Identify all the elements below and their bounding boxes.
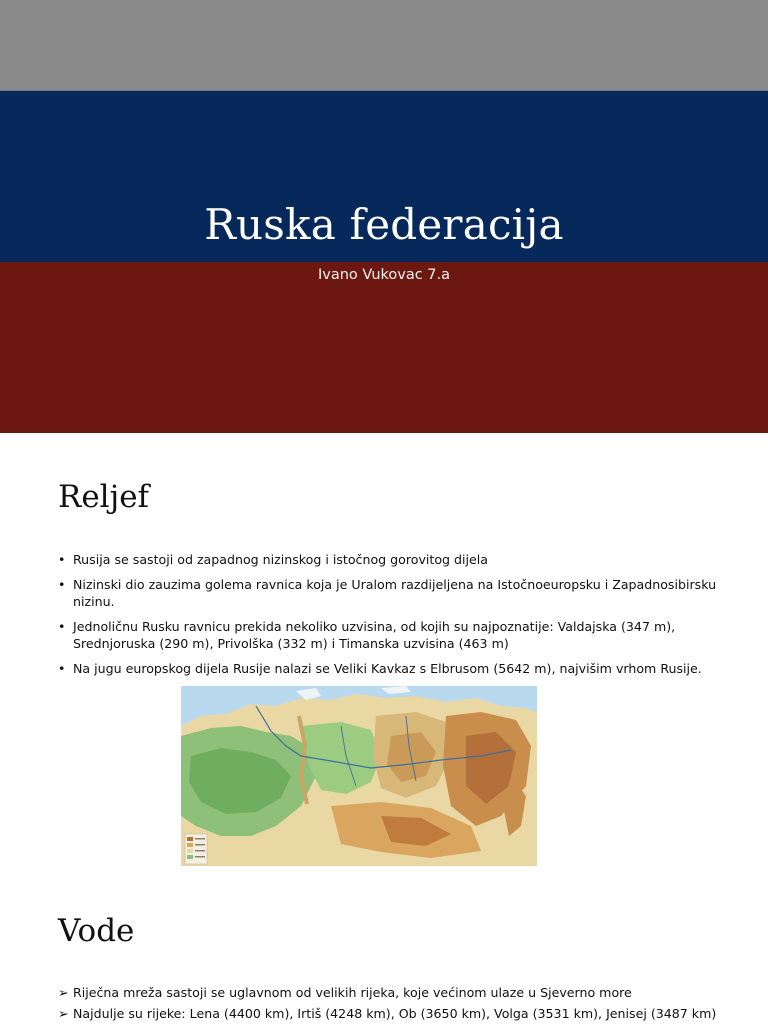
list-item: [58, 1005, 718, 1022]
flag-band-bottom: [0, 262, 768, 433]
list-item: [58, 618, 718, 652]
flag-band-top: [0, 0, 768, 91]
bullet-icon: •: [58, 577, 66, 592]
slide-subtitle: Ivano Vukovac 7.a: [317, 267, 451, 283]
bullet-text: Rusija se sastoji od zapadnog nizinskog i istočnog gorovitog dijela: [73, 552, 489, 567]
waters-heading: Vode: [58, 913, 135, 949]
bullet-icon: •: [58, 661, 66, 676]
list-item: [58, 551, 718, 568]
bullet-icon: •: [58, 552, 66, 567]
relief-heading: Reljef: [58, 479, 150, 515]
relief-bullet-list: [58, 551, 718, 685]
slide-title: Ruska federacija: [204, 200, 564, 249]
russia-relief-map-icon: [181, 686, 537, 866]
arrow-bullet-icon: ➢: [58, 985, 69, 1000]
list-item: [58, 984, 718, 1001]
bullet-text: Na jugu europskog dijela Rusije nalazi se Veliki Kavkaz s Elbrusom (5642 m), najvišim vrhom Rusije.: [73, 661, 702, 676]
bullet-text: Najdulje su rijeke: Lena (4400 km), Irtiš (4248 km), Ob (3650 km), Volga (3531 km), Jenisej (3487 km): [73, 1006, 717, 1021]
bullet-text: Riječna mreža sastoji se uglavnom od velikih rijeka, koje većinom ulaze u Sjeverno more: [73, 985, 632, 1000]
list-item: [58, 576, 718, 610]
list-item: [58, 660, 718, 677]
arrow-bullet-icon: ➢: [58, 1006, 69, 1021]
title-slide: [0, 0, 768, 433]
bullet-icon: •: [58, 619, 66, 634]
bullet-text: Nizinski dio zauzima golema ravnica koja je Uralom razdijeljena na Istočnoeuropsku i Zapadnosibirsku nizinu.: [73, 577, 717, 609]
bullet-text: Jednoličnu Rusku ravnicu prekida nekoliko uzvisina, od kojih su najpoznatije: Valdajska (347 m), Srednjoruska (290 m), Privolška (332 m) i Timanska uzvisina (463 m): [73, 619, 676, 651]
waters-bullet-list: [58, 984, 718, 1026]
